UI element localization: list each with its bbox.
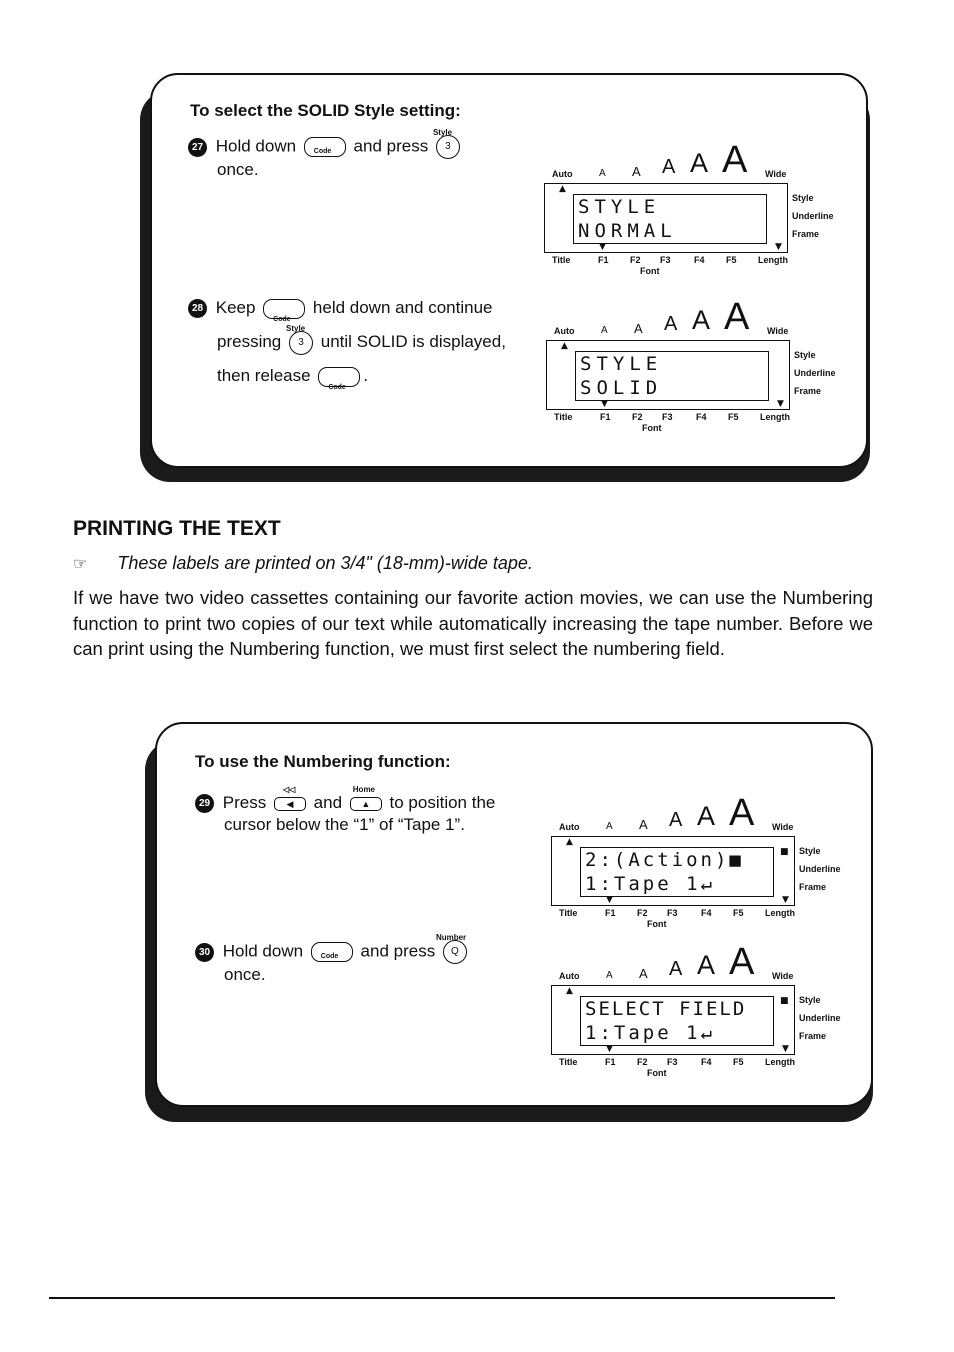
- lcd-frame: [544, 183, 788, 253]
- lcd-display: Auto A A A A A Wide ▲ STYLE SOLID ▼ ▼ Style Underline Frame Title F1 F2 F3 F4 F5 Length Font: [544, 298, 794, 438]
- triangle-down-icon: ▼: [599, 242, 606, 252]
- code-key-icon: Code: [311, 942, 353, 962]
- number-key-icon: Number Q: [443, 940, 467, 964]
- step-text: Hold down: [215, 136, 297, 156]
- size-label: A: [662, 156, 676, 178]
- step-27: [188, 128, 488, 181]
- lcd-side-labels: Style Underline Frame: [799, 846, 841, 892]
- step-text: Hold down: [222, 941, 304, 961]
- footer-rule: [49, 1297, 835, 1299]
- pointing-hand-icon: ☞: [73, 556, 88, 573]
- step-text: and press: [353, 136, 429, 156]
- lcd-line-1: 2:(Action)■: [585, 849, 744, 871]
- lcd-side-labels: Style Underline Frame: [794, 350, 836, 396]
- lcd-frame: [551, 985, 795, 1055]
- lcd-line-2: 1:Tape 1↵: [585, 1022, 715, 1044]
- step-29: [195, 784, 525, 836]
- triangle-down-icon: ▼: [775, 242, 782, 252]
- lcd-screen: [580, 996, 774, 1046]
- lcd-size-row: Auto A A A A A Wide: [559, 941, 794, 983]
- code-key-icon: Code: [318, 367, 360, 387]
- lcd-line-1: STYLE: [578, 196, 661, 218]
- step-text: Press: [222, 793, 267, 812]
- lcd-line-1: STYLE: [580, 353, 663, 375]
- triangle-up-icon: ▲: [566, 986, 573, 996]
- lcd-screen: [580, 847, 774, 897]
- lcd-side-labels: Style Underline Frame: [792, 193, 834, 239]
- instruction-box-numbering: [155, 722, 873, 1107]
- style-key-icon: Style 3: [289, 331, 313, 355]
- step-text: pressing: [217, 332, 282, 351]
- code-key-icon: Code: [304, 137, 346, 157]
- size-label: A: [599, 168, 606, 179]
- indicator-square-icon: ■: [780, 996, 789, 1006]
- lcd-line-2: SOLID: [580, 377, 663, 399]
- lcd-size-row: Auto A A A A A Wide: [559, 792, 794, 834]
- size-label: A: [690, 148, 709, 178]
- step-text: once.: [224, 965, 266, 984]
- triangle-down-icon: ▼: [606, 1044, 613, 1054]
- lcd-frame: [551, 836, 795, 906]
- triangle-down-icon: ▼: [777, 399, 784, 409]
- code-key-icon: Code: [263, 299, 305, 319]
- triangle-down-icon: ▼: [601, 399, 608, 409]
- step-text: once.: [217, 160, 259, 179]
- lcd-line-2: 1:Tape 1↵: [585, 873, 715, 895]
- size-label: A: [632, 164, 641, 179]
- lcd-size-row: Auto A A A A A Wide: [554, 296, 789, 338]
- step-text: held down and continue: [312, 298, 493, 317]
- note-line: [73, 553, 533, 574]
- size-label: Auto: [552, 169, 573, 179]
- triangle-up-icon: ▲: [559, 184, 566, 194]
- step-28: 28 Keep Code held down and continue pressing Style 3 until SOLID is displayed, then release Code .: [188, 291, 508, 393]
- box-title: To select the SOLID Style setting:: [190, 101, 461, 120]
- step-number: 29: [195, 794, 214, 813]
- step-text: then release: [217, 366, 311, 385]
- lcd-display: Auto A A A A A Wide ▲ 2:(Action)■ 1:Tape 1↵ ■ ▼ ▼ Style Underline Frame Title F1 F2 F3 F4 F5 Length Font: [549, 794, 799, 934]
- step-text: cursor below the “1” of “Tape 1”.: [224, 815, 465, 834]
- triangle-up-icon: ▲: [566, 837, 573, 847]
- triangle-up-icon: ▲: [561, 341, 568, 351]
- step-text: until SOLID is displayed,: [320, 332, 506, 351]
- lcd-screen: [573, 194, 767, 244]
- triangle-down-icon: ▼: [606, 895, 613, 905]
- box-title: To use the Numbering function:: [195, 752, 451, 771]
- lcd-display: Auto A A A A A Wide ▲ SELECT FIELD 1:Tape 1↵ ■ ▼ ▼ Style Underline Frame Title F1 F2 F3 F4 F5 Length Font: [549, 943, 799, 1083]
- lcd-line-2: NORMAL: [578, 220, 677, 242]
- lcd-size-row: [542, 141, 792, 181]
- note-text: These labels are printed on 3/4" (18-mm)-wide tape.: [117, 553, 533, 573]
- step-text: and: [313, 793, 343, 812]
- instruction-box-solid-style: [150, 73, 868, 468]
- home-up-arrow-key-icon: Home ▲: [350, 797, 382, 811]
- lcd-screen: [575, 351, 769, 401]
- triangle-down-icon: ▼: [782, 895, 789, 905]
- section-heading: PRINTING THE TEXT: [73, 517, 281, 540]
- size-label: A: [722, 139, 748, 181]
- step-text: to position the: [389, 793, 496, 812]
- triangle-down-icon: ▼: [782, 1044, 789, 1054]
- indicator-square-icon: ■: [780, 847, 789, 857]
- step-number: 27: [188, 138, 207, 157]
- step-text: Keep: [215, 298, 256, 317]
- size-label: Wide: [765, 169, 787, 179]
- lcd-display: Auto A A A A A Wide ▲ STYLE NORMAL ▼ ▼ Style Underline Frame Title F1 F2 F3 F4 F5 Length Font: [542, 141, 792, 281]
- body-paragraph: If we have two video cassettes containing our favorite action movies, we can use the Numbering function to print two copies of our text while automatically increasing the tape number. Before we can print using the Numbering function, we must first select the numbering field.: [73, 587, 873, 659]
- lcd-line-1: SELECT FIELD: [585, 998, 747, 1020]
- step-number: 30: [195, 943, 214, 962]
- lcd-frame: [546, 340, 790, 410]
- step-number: 28: [188, 299, 207, 318]
- step-30: [195, 933, 525, 986]
- step-text: and press: [360, 941, 436, 961]
- left-arrow-key-icon: ◁◁ ◀: [274, 797, 306, 811]
- lcd-side-labels: Style Underline Frame: [799, 995, 841, 1041]
- style-key-icon: Style 3: [436, 135, 460, 159]
